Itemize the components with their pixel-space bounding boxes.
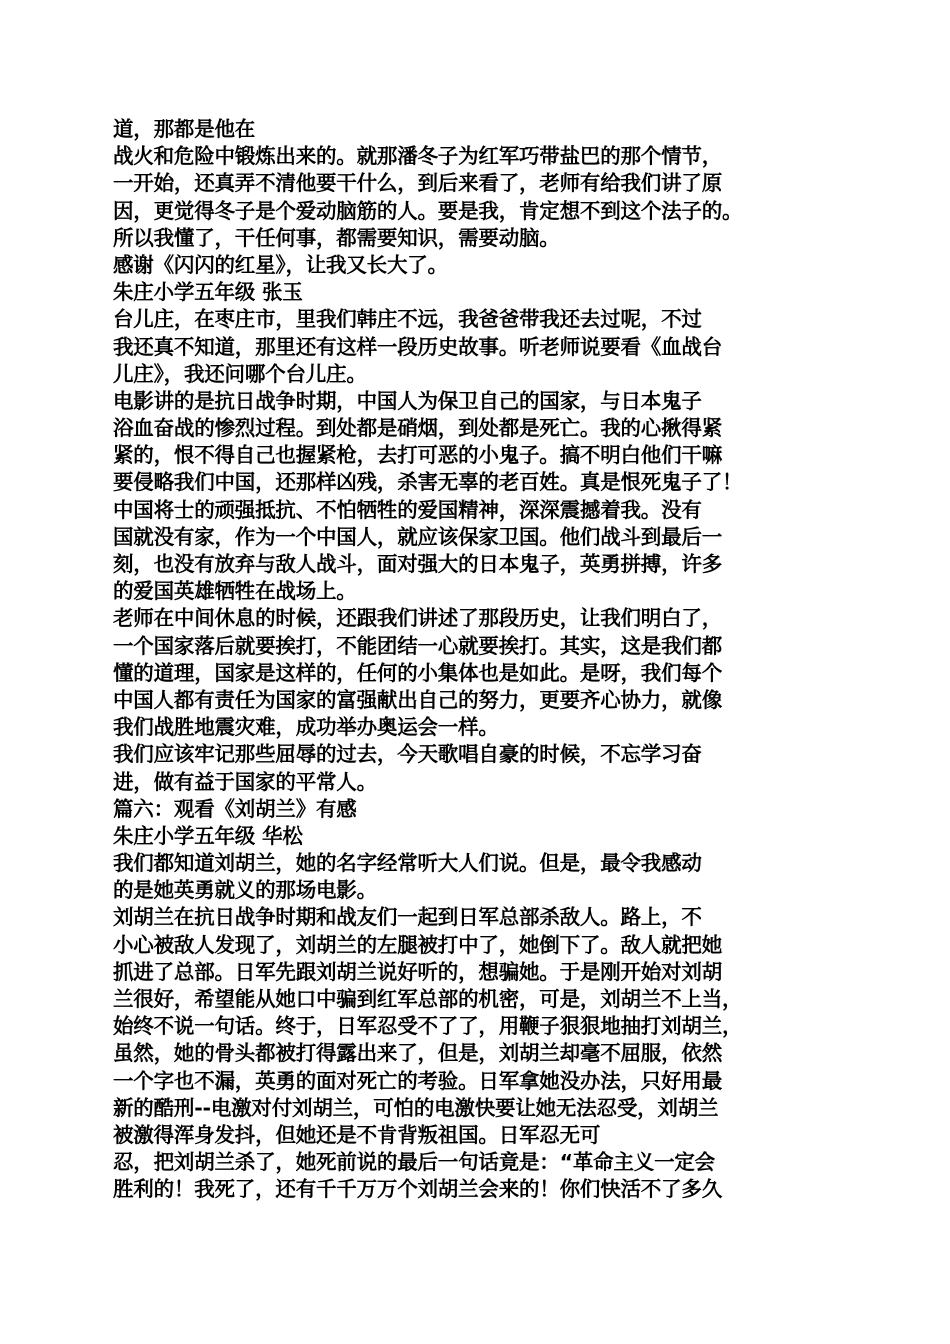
- text-line: 台儿庄，在枣庄市，里我们韩庄不远，我爸爸带我还去过呢，不过: [113, 307, 702, 332]
- text-line: 一个字也不漏，英勇的面对死亡的考验。日军拿她没办法，只好用最: [113, 1068, 722, 1093]
- text-line: 中国人都有责任为国家的富强献出自己的努力，更要齐心协力，就像: [113, 687, 722, 712]
- text-line: 儿庄》，我还问哪个台儿庄。: [113, 361, 367, 386]
- text-line: 浴血奋战的惨烈过程。到处都是硝烟，到处都是死亡。我的心揪得紧: [113, 416, 722, 441]
- text-line: 忍，把刘胡兰杀了，她死前说的最后一句话竟是：“革命主义一定会: [113, 1150, 715, 1175]
- text-line: 老师在中间休息的时候，还跟我们讲述了那段历史，让我们明白了，: [113, 606, 722, 631]
- text-line: 的是她英勇就义的那场电影。: [113, 878, 377, 903]
- document-page: [113, 116, 853, 1204]
- text-line: 兰很好，希望能从她口中骗到红军总部的机密，可是，刘胡兰不上当，: [113, 987, 743, 1011]
- text-line: 要侵略我们中国，还那样凶残，杀害无辜的老百姓。真是恨死鬼子了！: [113, 470, 743, 495]
- text-line: 我们战胜地震灾难，成功举办奥运会一样。: [113, 715, 499, 740]
- text-line: 一开始，还真弄不清他要干什么，到后来看了，老师有给我们讲了原: [113, 171, 722, 196]
- text-line: 所以我懂了，干任何事，都需要知识，需要动脑。: [113, 225, 560, 250]
- text-line: 虽然，她的骨头都被打得露出来了，但是，刘胡兰却毫不屈服，依然: [113, 1041, 722, 1066]
- text-line: 我还真不知道，那里还有这样一段历史故事。听老师说要看《血战台: [113, 334, 722, 359]
- section-title: 篇六：观看《刘胡兰》有感: [113, 796, 357, 821]
- text-line: 国就没有家，作为一个中国人，就应该保家卫国。他们战斗到最后一: [113, 524, 722, 549]
- text-line: 被激得浑身发抖，但她还是不肯背叛祖国。日军忍无可: [113, 1122, 601, 1147]
- text-line: 道，那都是他在: [113, 117, 256, 141]
- text-line: 小心被敌人发现了，刘胡兰的左腿被打中了，她倒下了。敌人就把她: [113, 932, 722, 957]
- text-line: 懂的道理，国家是这样的，任何的小集体也是如此。是呀，我们每个: [113, 660, 722, 685]
- text-line: 因，更觉得冬子是个爱动脑筋的人。要是我，肯定想不到这个法子的。: [113, 198, 743, 223]
- text-line: 新的酷刑--电激对付刘胡兰，可怕的电激快要让她无法忍受，刘胡兰: [113, 1095, 719, 1120]
- text-line: 的爱国英雄牺牲在战场上。: [113, 579, 357, 604]
- text-line: 我们都知道刘胡兰，她的名字经常听大人们说。但是，最令我感动: [113, 851, 702, 876]
- text-line: 抓进了总部。日军先跟刘胡兰说好听的，想骗她。于是刚开始对刘胡: [113, 959, 722, 984]
- text-line: 电影讲的是抗日战争时期，中国人为保卫自己的国家，与日本鬼子: [113, 388, 702, 413]
- text-line: 刘胡兰在抗日战争时期和战友们一起到日军总部杀敌人。路上，不: [113, 905, 702, 930]
- text-line: 战火和危险中锻炼出来的。就那潘冬子为红军巧带盐巴的那个情节，: [113, 144, 722, 169]
- author-line: 朱庄小学五年级 张玉: [113, 280, 303, 305]
- text-line: 胜利的！我死了，还有千千万万个刘胡兰会来的！你们快活不了多久: [113, 1177, 722, 1202]
- text-line: 我们应该牢记那些屈辱的过去，今天歌唱自豪的时候，不忘学习奋: [113, 742, 702, 767]
- text-line: 一个国家落后就要挨打，不能团结一心就要挨打。其实，这是我们都: [113, 633, 722, 658]
- text-line: 刻，也没有放弃与敌人战斗，面对强大的日本鬼子，英勇拼搏，许多: [113, 552, 722, 576]
- text-line: 紧的，恨不得自己也握紧枪，去打可恶的小鬼子。搞不明白他们干嘛: [113, 443, 722, 468]
- text-line: 感谢《闪闪的红星》，让我又长大了。: [113, 252, 448, 277]
- text-line: 进，做有益于国家的平常人。: [113, 769, 377, 794]
- text-line: 始终不说一句话。终于，日军忍受不了了，用鞭子狠狠地抽打刘胡兰，: [113, 1014, 743, 1039]
- text-line: 中国将士的顽强抵抗、不怕牺牲的爱国精神，深深震撼着我。没有: [113, 497, 702, 522]
- author-line: 朱庄小学五年级 华松: [113, 823, 303, 848]
